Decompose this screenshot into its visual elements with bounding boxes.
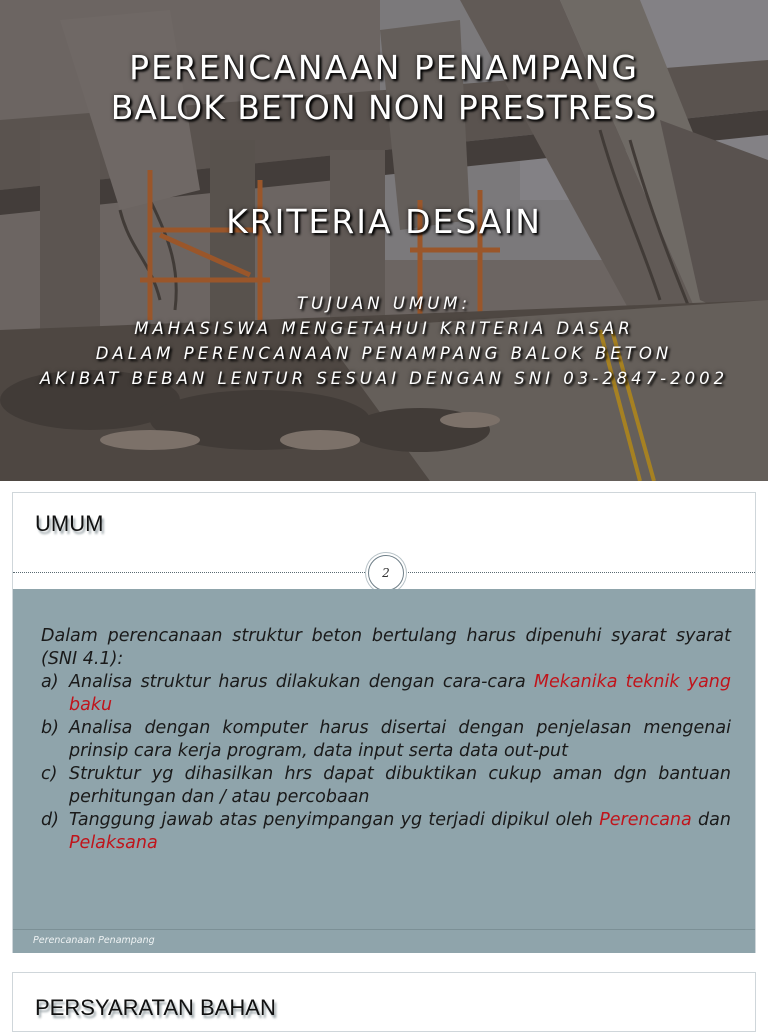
highlighted-text: Mekanika teknik yang baku	[69, 672, 731, 715]
list-item-text	[69, 671, 731, 717]
item-text: Analisa struktur harus dilakukan dengan cara-cara	[69, 672, 534, 692]
content-slide-persyaratan	[12, 972, 756, 1032]
content-panel	[13, 589, 755, 929]
list-marker: c)	[41, 764, 58, 784]
slide-subtitle: KRITERIA DESAIN	[226, 202, 542, 241]
objective-line-3: DALAM PERENCANAAN PENAMPANG BALOK BETON	[95, 344, 673, 363]
slide-title-line-1: PERENCANAAN PENAMPANG	[129, 48, 639, 87]
objective-line-4: AKIBAT BEBAN LENTUR SESUAI DENGAN SNI 03-2847-2002	[39, 369, 729, 388]
list-marker: d)	[41, 810, 59, 830]
slide-footer	[13, 929, 755, 953]
list-item-text	[69, 809, 731, 855]
content-slide-umum	[12, 492, 756, 953]
highlighted-text: Pelaksana	[69, 833, 158, 853]
list-item	[41, 809, 731, 855]
list-item	[41, 717, 731, 763]
objective-line-2: MAHASISWA MENGETAHUI KRITERIA DASAR	[134, 319, 634, 338]
footer-text: Perencanaan Penampang	[33, 935, 155, 946]
list-marker: a)	[41, 672, 59, 692]
slide-heading: UMUM	[35, 511, 104, 536]
item-text: Tanggung jawab atas penyimpangan yg terjadi dipikul oleh	[69, 810, 600, 830]
list-item-text: Struktur yg dihasilkan hrs dapat dibuktikan cukup aman dgn bantuan perhitungan dan / atau percobaan	[69, 764, 731, 807]
title-slide	[0, 0, 768, 481]
list-item	[41, 763, 731, 809]
list-marker: b)	[41, 718, 59, 738]
intro-paragraph: Dalam perencanaan struktur beton bertulang harus dipenuhi syarat syarat (SNI 4.1):	[41, 626, 731, 669]
list-item	[41, 671, 731, 717]
slide-title-line-2: BALOK BETON NON PRESTRESS	[110, 88, 658, 127]
highlighted-text: Perencana	[599, 810, 692, 830]
slide-heading: PERSYARATAN BAHAN	[35, 995, 276, 1020]
list-item-text: Analisa dengan komputer harus disertai dengan penjelasan mengenai prinsip cara kerja program, data input serta data out-put	[69, 718, 731, 761]
item-connector-text: dan	[691, 810, 731, 830]
content-text	[41, 625, 731, 855]
objective-line-1: TUJUAN UMUM:	[296, 294, 472, 313]
page-number-badge: 2	[368, 555, 404, 591]
